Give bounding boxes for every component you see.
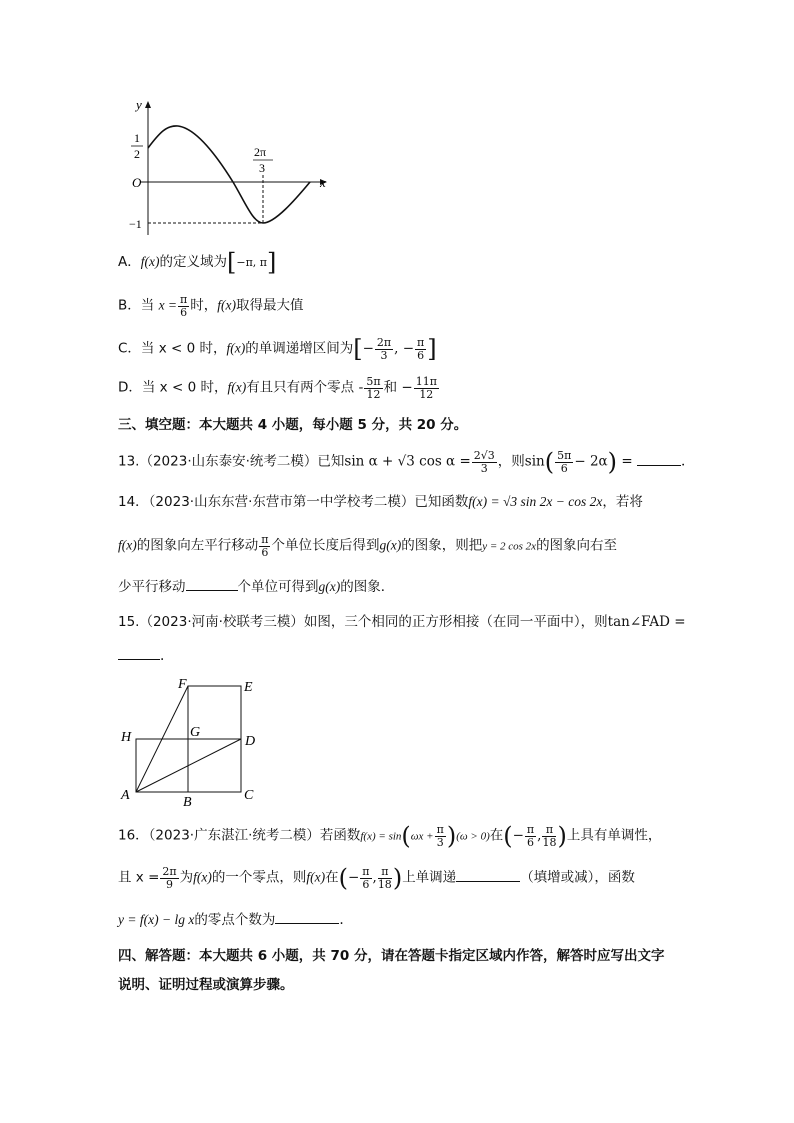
q14-fx: f(x) [118, 537, 137, 553]
question-15-blank-line: . [118, 645, 164, 666]
option-b-frac: $\frac{\pi}{6}$ [180, 293, 188, 319]
q14-yexpr: y = 2 cos 2x [482, 540, 537, 553]
y-axis-label: y [136, 97, 142, 112]
label-h: H [121, 730, 132, 745]
q16-frac2: $\frac{\pi}{18}$ [542, 823, 557, 849]
label-e: E [244, 680, 253, 695]
q16-l2b: 为 [179, 869, 194, 886]
sine-graph [115, 95, 345, 245]
q16-cond: (ω > 0) [456, 830, 490, 843]
squares-figure [118, 673, 268, 808]
q14-answer-blank[interactable] [186, 576, 238, 591]
question-15 [118, 612, 686, 632]
y-min-label: −1 [129, 217, 142, 231]
y-half-numerator: 1 [134, 131, 140, 145]
q16-l2a: 且 x = [118, 869, 160, 886]
q16-l2fx2: f(x) [306, 869, 326, 885]
label-b: B [183, 795, 192, 808]
option-c: C．当 x < 0 时，f(x)的单调递增区间为[− $\frac{2\pi}{3}$ , − $\frac{\pi}{6}$ ] [118, 335, 437, 364]
q16-l2-frac1: $\frac{\pi}{6}$ [362, 865, 370, 891]
question-14-line2 [118, 534, 617, 558]
q15-answer-blank[interactable] [118, 645, 160, 660]
q16-l3a: y = f(x) − lg x [118, 912, 195, 927]
label-a: A [121, 788, 130, 803]
q16-answer-blank-2[interactable] [275, 909, 339, 924]
q14-gx: g(x) [379, 537, 402, 553]
option-b-text2: 取得最大值 [236, 297, 304, 314]
option-d-frac1: $\frac{5\pi}{12}$ [366, 375, 381, 401]
q13-then: ，则 [497, 453, 525, 470]
q16-l3b: 的零点个数为 [194, 912, 276, 928]
q14-l2d: 的图象，则把 [401, 537, 483, 554]
q13-frac1: $\frac{2√3}{3}$ [473, 449, 495, 475]
question-16-line2: 且 x = $\frac{2\pi}{9}$ 为f(x)的一个零点，则f(x)在(− $\frac{\pi}{6}$ , $\frac{\pi}{18}$ )上单调递 （填增或减），函数 [118, 864, 635, 893]
option-c-frac2: $\frac{\pi}{6}$ [417, 336, 425, 362]
q13-label: 13.（2023·山东泰安·统考二模）已知 [118, 453, 345, 470]
q16-l2e: 上单调递 [402, 869, 457, 886]
q16-label: 16．（2023·广东湛江·统考二模）若函数 [118, 827, 361, 844]
q13-sin: sin [524, 453, 545, 470]
option-b [118, 294, 304, 318]
section-4-line1: 四、解答题：本大题共 6 小题，共 70 分，请在答题卡指定区域内作答，解答时应写出文字 [118, 948, 665, 964]
q14-l2b: 的图象向左平行移动 [136, 537, 259, 554]
x-mark-numerator: 2π [254, 145, 267, 159]
option-d-text: 有且只有两个零点 - [246, 379, 364, 396]
q13-frac2: $\frac{5\pi}{6}$ [557, 449, 572, 475]
option-b-var: x = [158, 297, 178, 313]
q16-l2fx: f(x) [193, 869, 212, 885]
label-d: D [245, 734, 256, 749]
q14-l2e: 的图象向右至 [536, 537, 618, 554]
square-lower-left [136, 739, 188, 792]
option-c-text: 的单调递增区间为 [245, 340, 354, 357]
question-14-line3 [118, 576, 394, 597]
option-b-text1: 时， [190, 297, 218, 314]
y-half-denominator: 2 [134, 147, 140, 161]
q16-answer-blank-1[interactable] [456, 867, 520, 882]
option-b-fx: f(x) [217, 297, 237, 313]
label-c: C [244, 788, 254, 803]
option-a: A．f(x)的定义域为[−π, π] [118, 248, 277, 277]
label-g: G [190, 725, 201, 740]
q16-fx: f(x) = sin [360, 830, 402, 843]
q16-l2f: （填增或减），函数 [520, 869, 635, 886]
x-mark-denominator: 3 [259, 161, 265, 175]
option-a-interval: −π, π [236, 256, 268, 269]
q14-l3c: g(x) [318, 579, 341, 594]
q14-after: ，若将 [602, 494, 643, 510]
q16-l2c: 的一个零点，则 [211, 869, 307, 886]
question-13: 13.（2023·山东泰安·统考二模）已知sin α + √3 cos α = $\frac{2√3}{3}$ ，则sin( $\frac{5\pi}{6}$ − 2α) = . [118, 448, 686, 477]
q16-l2-frac2: $\frac{\pi}{18}$ [377, 865, 392, 891]
option-a-fx: f(x) [140, 254, 160, 269]
q14-l2c: 个单位长度后得到 [271, 537, 380, 554]
y-axis-arrow-icon [145, 101, 151, 108]
question-16-line1: 16．（2023·广东湛江·统考二模）若函数f(x) = sin(ωx + $\frac{\pi}{3}$ )(ω > 0)在(− $\frac{\pi}{6}$ , $\frac{\pi}{18}$ )上具有单调性， [118, 822, 662, 851]
q14-expr: f(x) = √3 sin 2x − cos 2x [468, 494, 603, 509]
option-d-prefix: D．当 x < 0 时， [118, 379, 228, 396]
q13-eq: = [621, 453, 633, 470]
option-c-fx: f(x) [226, 340, 246, 356]
q16-frac1: $\frac{\pi}{6}$ [526, 823, 535, 849]
sine-curve [148, 126, 310, 223]
q14-l3a: 少平行移动 [118, 579, 186, 595]
q13-answer-blank[interactable] [637, 451, 681, 466]
option-d [118, 376, 440, 400]
q16-l2d: 在 [325, 869, 339, 886]
section-3-title: 三、填空题：本大题共 4 小题，每小题 5 分，共 20 分。 [118, 417, 468, 433]
option-a-prefix: A． [118, 254, 141, 270]
q15-expr: tan∠FAD = [607, 614, 686, 630]
option-a-text: 的定义域为 [159, 254, 227, 270]
question-14-line1 [118, 492, 643, 512]
q13-tail: − 2α [574, 453, 608, 470]
option-c-prefix: C．当 x < 0 时， [118, 340, 227, 357]
q14-l3b: 个单位可得到 [237, 579, 319, 595]
option-d-and: 和 − [383, 379, 413, 396]
q16-in: 在 [489, 827, 504, 844]
square-lower-right [188, 739, 241, 792]
q14-label: 14．（2023·山东东营·东营市第一中学校考二模）已知函数 [118, 494, 469, 510]
q16-arg-frac: $\frac{\pi}{3}$ [436, 823, 444, 849]
x-axis-label: x [320, 175, 326, 190]
option-c-frac1: $\frac{2\pi}{3}$ [376, 336, 392, 362]
label-f: F [178, 677, 187, 692]
q16-tail1: 上具有单调性， [566, 827, 662, 844]
q16-zero-frac: $\frac{2\pi}{9}$ [162, 865, 177, 891]
q16-arg: ωx + [410, 830, 434, 843]
q14-frac: $\frac{\pi}{6}$ [261, 533, 269, 559]
origin-label: O [132, 175, 142, 190]
section-4-line2: 说明、证明过程或演算步骤。 [118, 977, 294, 993]
q13-expr: sin α + √3 cos α = [344, 453, 471, 470]
option-d-fx: f(x) [227, 379, 247, 395]
q14-l3d: 的图象． [340, 579, 395, 595]
question-16-line3: y = f(x) − lg x的零点个数为 . [118, 909, 344, 930]
option-b-prefix: B．当 [118, 297, 155, 314]
q15-label: 15.（2023·河南·校联考三模）如图，三个相同的正方形相接（在同一平面中），则 [118, 614, 608, 630]
option-d-frac2: $\frac{11\pi}{12}$ [415, 375, 437, 401]
